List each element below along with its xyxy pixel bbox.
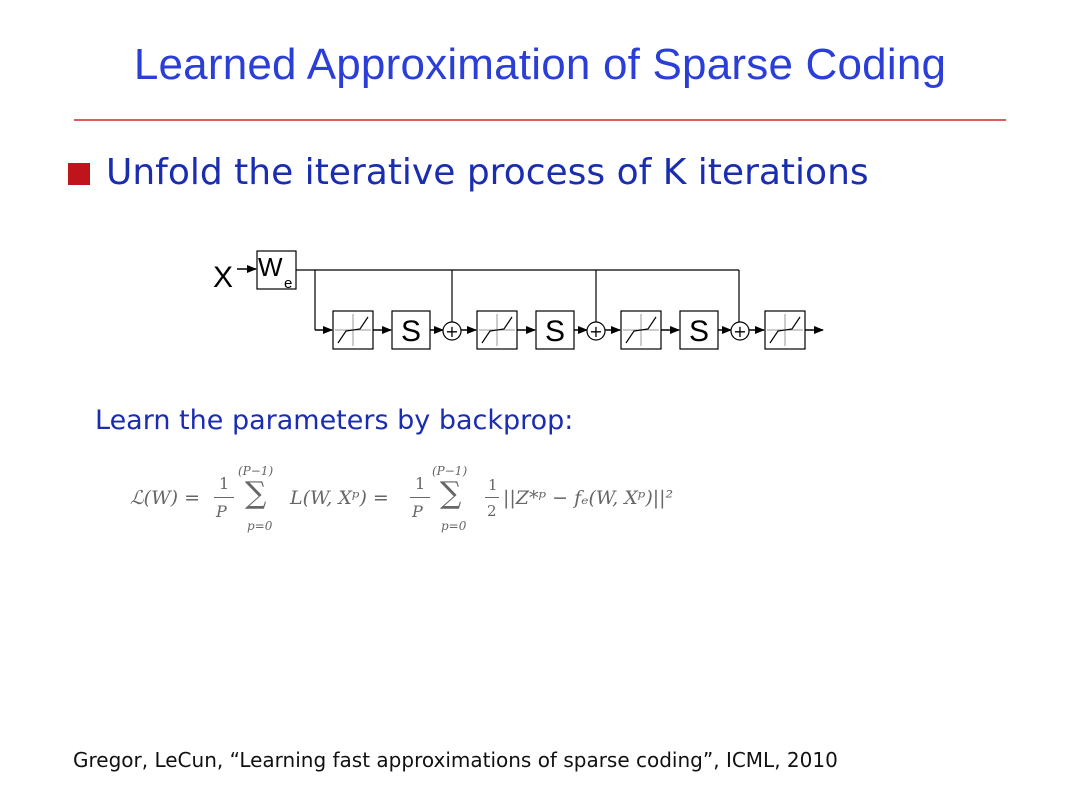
citation: Gregor, LeCun, “Learning fast approximations of sparse coding”, ICML, 2010 xyxy=(73,748,838,772)
formula-sum2-bottom: p=0 xyxy=(441,519,467,533)
encoder-subscript-e: e xyxy=(284,275,293,292)
formula-frac2-bar xyxy=(410,497,430,498)
adder-plus-1: + xyxy=(589,322,603,341)
encoder-w-label: W xyxy=(258,252,283,282)
s-matrix-label-0: S xyxy=(400,315,422,348)
formula-term2: ||Z*ᵖ − fₑ(W, Xᵖ)||² xyxy=(503,487,674,509)
formula-frac1-den: P xyxy=(216,502,227,521)
formula-sum2-top: (P−1) xyxy=(432,464,468,478)
formula-half-den: 2 xyxy=(487,502,497,520)
formula-sum1-symbol: ∑ xyxy=(245,476,267,511)
formula-frac1-num: 1 xyxy=(219,474,230,493)
formula-half-bar xyxy=(485,497,499,498)
slide-title: Learned Approximation of Sparse Coding xyxy=(133,40,947,89)
formula-term1: L(W, Xᵖ) = xyxy=(290,487,389,509)
formula-frac1-bar xyxy=(214,497,234,498)
formula-sum2-symbol: ∑ xyxy=(440,476,462,511)
formula-frac2-den: P xyxy=(412,502,423,521)
formula-frac2-num: 1 xyxy=(415,474,426,493)
bullet-text: Unfold the iterative process of K iterations xyxy=(106,152,869,193)
s-matrix-label-2: S xyxy=(688,315,710,348)
adder-plus-2: + xyxy=(733,322,747,341)
adder-plus-0: + xyxy=(445,322,459,341)
input-x-label: X xyxy=(213,261,234,294)
formula-sum1-top: (P−1) xyxy=(238,464,274,478)
subheading: Learn the parameters by backprop: xyxy=(95,405,574,436)
formula-lhs: ℒ(W) = xyxy=(130,487,200,509)
formula-sum1-bottom: p=0 xyxy=(247,519,273,533)
s-matrix-label-1: S xyxy=(544,315,566,348)
formula-half-num: 1 xyxy=(488,476,498,494)
